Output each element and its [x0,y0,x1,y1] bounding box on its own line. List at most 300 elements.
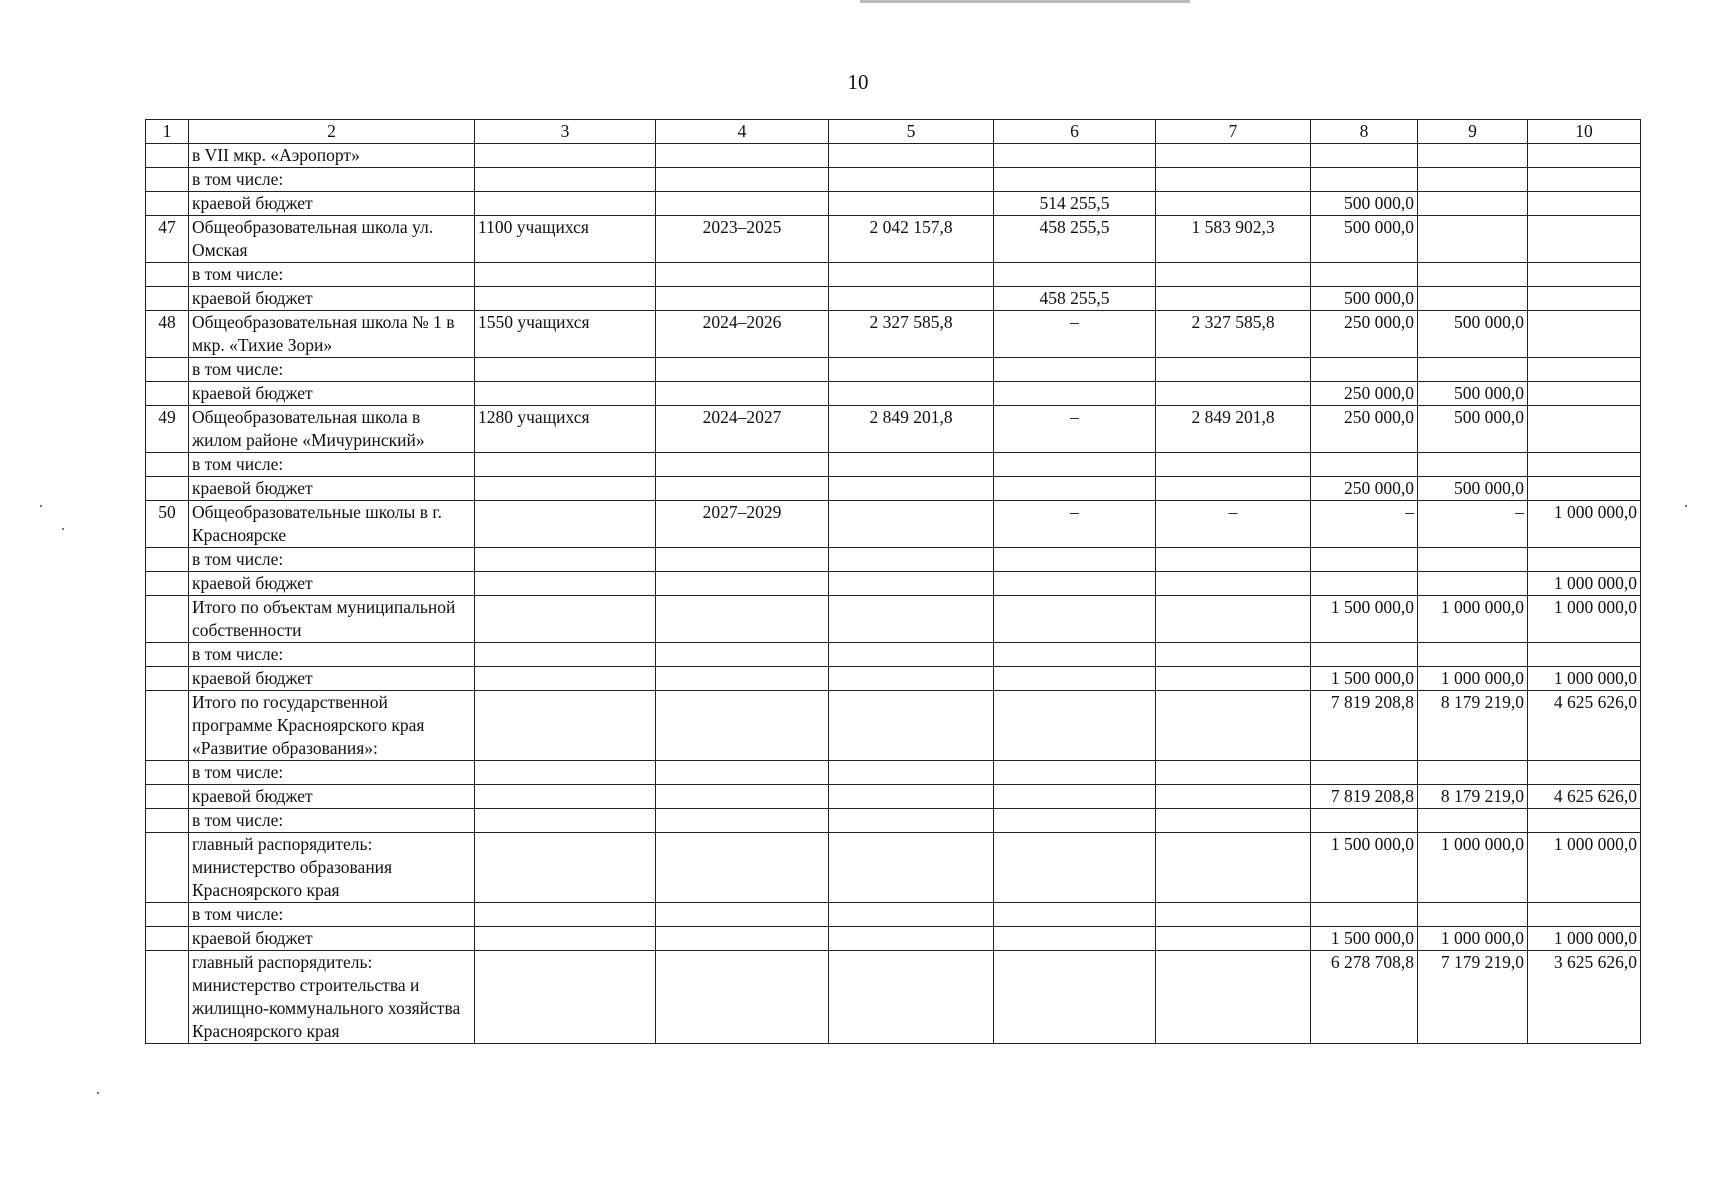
col10-value-cell [1528,406,1641,453]
col6-value-cell [994,144,1156,168]
table-row [146,311,1641,358]
estimated-cost-cell: 2 042 157,8 [829,216,994,263]
col7-value-cell [1156,833,1311,903]
period-cell [656,809,829,833]
col10-value-cell: 1 000 000,0 [1528,596,1641,643]
period-cell [656,263,829,287]
object-name-cell: Общеобразовательная школа ул. Омская [189,216,475,263]
col6-value-cell [994,667,1156,691]
col10-value-cell [1528,453,1641,477]
col8-value-cell: 500 000,0 [1311,287,1418,311]
row-number-cell [146,477,189,501]
column-header: 5 [829,120,994,144]
column-header: 4 [656,120,829,144]
row-number-cell [146,809,189,833]
col6-value-cell: 514 255,5 [994,192,1156,216]
col10-value-cell: 1 000 000,0 [1528,667,1641,691]
col8-value-cell: 1 500 000,0 [1311,596,1418,643]
col6-value-cell [994,691,1156,761]
col9-value-cell: – [1418,501,1528,548]
table-row [146,287,1641,311]
table-row [146,406,1641,453]
col9-value-cell [1418,809,1528,833]
col8-value-cell: 1 500 000,0 [1311,833,1418,903]
period-cell [656,667,829,691]
period-cell [656,144,829,168]
col9-value-cell: 1 000 000,0 [1418,833,1528,903]
object-name-cell: краевой бюджет [189,572,475,596]
table-row [146,358,1641,382]
col6-value-cell [994,477,1156,501]
period-cell [656,761,829,785]
row-number-cell [146,643,189,667]
column-header: 6 [994,120,1156,144]
col10-value-cell [1528,903,1641,927]
col7-value-cell [1156,287,1311,311]
col6-value-cell [994,785,1156,809]
col9-value-cell: 500 000,0 [1418,382,1528,406]
col6-value-cell [994,548,1156,572]
col6-value-cell [994,927,1156,951]
column-header: 8 [1311,120,1418,144]
capacity-cell [475,951,656,1044]
col6-value-cell [994,263,1156,287]
estimated-cost-cell [829,903,994,927]
estimated-cost-cell [829,691,994,761]
object-name-cell: в том числе: [189,761,475,785]
col9-value-cell [1418,903,1528,927]
estimated-cost-cell [829,833,994,903]
row-number-cell [146,144,189,168]
col6-value-cell [994,572,1156,596]
period-cell [656,287,829,311]
period-cell: 2024–2027 [656,406,829,453]
table-row [146,168,1641,192]
col10-value-cell [1528,311,1641,358]
period-cell [656,833,829,903]
capacity-cell [475,263,656,287]
object-name-cell: Общеобразовательные школы в г. Красноярске [189,501,475,548]
col8-value-cell [1311,358,1418,382]
estimated-cost-cell [829,382,994,406]
col8-value-cell [1311,572,1418,596]
period-cell [656,596,829,643]
col8-value-cell: 7 819 208,8 [1311,785,1418,809]
table-row [146,903,1641,927]
estimated-cost-cell: 2 327 585,8 [829,311,994,358]
col8-value-cell [1311,903,1418,927]
col9-value-cell [1418,572,1528,596]
col8-value-cell: – [1311,501,1418,548]
capacity-cell [475,192,656,216]
capacity-cell: 1280 учащихся [475,406,656,453]
col9-value-cell [1418,287,1528,311]
col9-value-cell: 8 179 219,0 [1418,785,1528,809]
period-cell: 2023–2025 [656,216,829,263]
table-row [146,667,1641,691]
capacity-cell [475,785,656,809]
col7-value-cell [1156,927,1311,951]
col8-value-cell: 250 000,0 [1311,382,1418,406]
col10-value-cell [1528,761,1641,785]
object-name-cell: краевой бюджет [189,192,475,216]
estimated-cost-cell [829,287,994,311]
capacity-cell [475,927,656,951]
object-name-cell: в VII мкр. «Аэропорт» [189,144,475,168]
row-number-cell [146,192,189,216]
col7-value-cell: 2 849 201,8 [1156,406,1311,453]
col6-value-cell [994,643,1156,667]
table-row [146,144,1641,168]
col9-value-cell: 500 000,0 [1418,477,1528,501]
col8-value-cell [1311,809,1418,833]
col8-value-cell [1311,263,1418,287]
object-name-cell: Итого по государственной программе Красноярского края «Развитие образования»: [189,691,475,761]
object-name-cell: краевой бюджет [189,927,475,951]
col8-value-cell [1311,761,1418,785]
period-cell: 2027–2029 [656,501,829,548]
col8-value-cell: 250 000,0 [1311,477,1418,501]
capacity-cell [475,168,656,192]
period-cell [656,785,829,809]
object-name-cell: в том числе: [189,809,475,833]
capacity-cell [475,287,656,311]
col7-value-cell [1156,453,1311,477]
row-number-cell [146,785,189,809]
estimated-cost-cell: 2 849 201,8 [829,406,994,453]
capacity-cell [475,477,656,501]
table-row [146,501,1641,548]
col7-value-cell [1156,358,1311,382]
capacity-cell [475,548,656,572]
table-row [146,382,1641,406]
object-name-cell: Общеобразовательная школа № 1 в мкр. «Тихие Зори» [189,311,475,358]
col7-value-cell [1156,548,1311,572]
col7-value-cell [1156,903,1311,927]
object-name-cell: в том числе: [189,263,475,287]
col6-value-cell: 458 255,5 [994,216,1156,263]
scan-artifact [860,0,1190,3]
period-cell [656,927,829,951]
col10-value-cell [1528,216,1641,263]
col6-value-cell: – [994,311,1156,358]
row-number-cell [146,358,189,382]
capacity-cell: 1550 учащихся [475,311,656,358]
row-number-cell [146,382,189,406]
capacity-cell [475,382,656,406]
table-row [146,643,1641,667]
col7-value-cell [1156,263,1311,287]
col10-value-cell [1528,287,1641,311]
capacity-cell [475,596,656,643]
col9-value-cell [1418,643,1528,667]
capacity-cell [475,833,656,903]
capacity-cell [475,691,656,761]
capacity-cell [475,453,656,477]
col6-value-cell: – [994,406,1156,453]
estimated-cost-cell [829,951,994,1044]
estimated-cost-cell [829,809,994,833]
col8-value-cell: 500 000,0 [1311,216,1418,263]
estimated-cost-cell [829,453,994,477]
scan-artifact [62,528,64,530]
row-number-cell [146,572,189,596]
estimated-cost-cell [829,596,994,643]
col6-value-cell: – [994,501,1156,548]
col8-value-cell [1311,453,1418,477]
estimated-cost-cell [829,785,994,809]
col10-value-cell [1528,548,1641,572]
table-row [146,216,1641,263]
col7-value-cell [1156,192,1311,216]
row-number-cell [146,168,189,192]
col8-value-cell: 250 000,0 [1311,406,1418,453]
row-number-cell: 47 [146,216,189,263]
col9-value-cell [1418,216,1528,263]
object-name-cell: краевой бюджет [189,477,475,501]
col7-value-cell [1156,382,1311,406]
object-name-cell: краевой бюджет [189,287,475,311]
estimated-cost-cell [829,477,994,501]
col7-value-cell [1156,643,1311,667]
object-name-cell: в том числе: [189,453,475,477]
object-name-cell: в том числе: [189,643,475,667]
col6-value-cell [994,761,1156,785]
capacity-cell [475,572,656,596]
col6-value-cell: 458 255,5 [994,287,1156,311]
estimated-cost-cell [829,168,994,192]
col10-value-cell [1528,192,1641,216]
row-number-cell: 49 [146,406,189,453]
estimated-cost-cell [829,927,994,951]
col8-value-cell: 1 500 000,0 [1311,667,1418,691]
col7-value-cell [1156,951,1311,1044]
page-number: 10 [847,70,869,94]
col9-value-cell: 1 000 000,0 [1418,927,1528,951]
col7-value-cell [1156,667,1311,691]
table-row [146,809,1641,833]
period-cell [656,903,829,927]
row-number-cell [146,691,189,761]
object-name-cell: краевой бюджет [189,785,475,809]
object-name-cell: Итого по объектам муниципальной собственности [189,596,475,643]
table-body [146,120,1641,1044]
object-name-cell: в том числе: [189,548,475,572]
col9-value-cell: 1 000 000,0 [1418,667,1528,691]
col7-value-cell [1156,477,1311,501]
estimated-cost-cell [829,667,994,691]
col7-value-cell [1156,596,1311,643]
col10-value-cell: 1 000 000,0 [1528,927,1641,951]
col6-value-cell [994,903,1156,927]
period-cell [656,192,829,216]
col6-value-cell [994,453,1156,477]
scan-artifact [1685,505,1687,507]
col9-value-cell: 7 179 219,0 [1418,951,1528,1044]
col6-value-cell [994,358,1156,382]
col9-value-cell: 1 000 000,0 [1418,596,1528,643]
period-cell [656,548,829,572]
col10-value-cell: 1 000 000,0 [1528,501,1641,548]
column-header: 2 [189,120,475,144]
table-row [146,477,1641,501]
col8-value-cell: 250 000,0 [1311,311,1418,358]
capacity-cell: 1100 учащихся [475,216,656,263]
capacity-cell [475,358,656,382]
table-row [146,263,1641,287]
object-name-cell: в том числе: [189,903,475,927]
capacity-cell [475,643,656,667]
object-name-cell: краевой бюджет [189,667,475,691]
col9-value-cell [1418,761,1528,785]
col6-value-cell [994,833,1156,903]
object-name-cell: главный распорядитель: министерство образования Красноярского края [189,833,475,903]
col7-value-cell: 1 583 902,3 [1156,216,1311,263]
estimated-cost-cell [829,144,994,168]
object-name-cell: в том числе: [189,358,475,382]
col6-value-cell [994,809,1156,833]
row-number-cell [146,927,189,951]
col8-value-cell: 6 278 708,8 [1311,951,1418,1044]
table-row [146,927,1641,951]
col9-value-cell: 8 179 219,0 [1418,691,1528,761]
scan-artifact [97,1092,99,1094]
col8-value-cell [1311,548,1418,572]
col9-value-cell [1418,548,1528,572]
row-number-cell [146,903,189,927]
row-number-cell [146,287,189,311]
col9-value-cell: 500 000,0 [1418,311,1528,358]
scan-artifact [40,505,42,507]
col7-value-cell: – [1156,501,1311,548]
object-name-cell: Общеобразовательная школа в жилом районе «Мичуринский» [189,406,475,453]
col10-value-cell [1528,643,1641,667]
period-cell [656,168,829,192]
table-row [146,596,1641,643]
table-row [146,572,1641,596]
col7-value-cell [1156,785,1311,809]
estimated-cost-cell [829,572,994,596]
col7-value-cell [1156,168,1311,192]
capacity-cell [475,761,656,785]
period-cell [656,358,829,382]
col6-value-cell [994,596,1156,643]
col10-value-cell [1528,144,1641,168]
row-number-cell [146,951,189,1044]
row-number-cell [146,761,189,785]
col10-value-cell [1528,168,1641,192]
column-header: 1 [146,120,189,144]
col8-value-cell: 500 000,0 [1311,192,1418,216]
period-cell [656,643,829,667]
capacity-cell [475,809,656,833]
column-number-header-row [146,120,1641,144]
col9-value-cell [1418,358,1528,382]
col10-value-cell: 1 000 000,0 [1528,833,1641,903]
object-name-cell: главный распорядитель: министерство строительства и жилищно-коммунального хозяйства Красноярского края [189,951,475,1044]
capacity-cell [475,501,656,548]
col8-value-cell [1311,144,1418,168]
object-name-cell: краевой бюджет [189,382,475,406]
col8-value-cell [1311,168,1418,192]
col10-value-cell: 3 625 626,0 [1528,951,1641,1044]
table-row [146,785,1641,809]
row-number-cell [146,833,189,903]
col9-value-cell [1418,453,1528,477]
period-cell [656,951,829,1044]
col8-value-cell: 7 819 208,8 [1311,691,1418,761]
table-row [146,548,1641,572]
col6-value-cell [994,951,1156,1044]
col7-value-cell [1156,691,1311,761]
capacity-cell [475,903,656,927]
budget-table [145,119,1641,1044]
col7-value-cell [1156,144,1311,168]
capacity-cell [475,667,656,691]
col9-value-cell: 500 000,0 [1418,406,1528,453]
col8-value-cell [1311,643,1418,667]
col7-value-cell [1156,761,1311,785]
estimated-cost-cell [829,548,994,572]
row-number-cell [146,453,189,477]
table-row [146,951,1641,1044]
table-row [146,192,1641,216]
estimated-cost-cell [829,761,994,785]
col6-value-cell [994,168,1156,192]
row-number-cell [146,667,189,691]
column-header: 9 [1418,120,1528,144]
col10-value-cell [1528,382,1641,406]
period-cell [656,572,829,596]
col10-value-cell [1528,477,1641,501]
table-row [146,691,1641,761]
col7-value-cell [1156,572,1311,596]
col10-value-cell [1528,358,1641,382]
col9-value-cell [1418,144,1528,168]
col10-value-cell [1528,263,1641,287]
col10-value-cell [1528,809,1641,833]
row-number-cell [146,596,189,643]
col7-value-cell [1156,809,1311,833]
table-row [146,453,1641,477]
row-number-cell: 50 [146,501,189,548]
column-header: 10 [1528,120,1641,144]
column-header: 3 [475,120,656,144]
row-number-cell [146,263,189,287]
col10-value-cell: 1 000 000,0 [1528,572,1641,596]
col6-value-cell [994,382,1156,406]
col7-value-cell: 2 327 585,8 [1156,311,1311,358]
period-cell [656,382,829,406]
estimated-cost-cell [829,643,994,667]
estimated-cost-cell [829,263,994,287]
row-number-cell: 48 [146,311,189,358]
object-name-cell: в том числе: [189,168,475,192]
estimated-cost-cell [829,501,994,548]
col9-value-cell [1418,263,1528,287]
capacity-cell [475,144,656,168]
table-row [146,761,1641,785]
table-row [146,833,1641,903]
col9-value-cell [1418,168,1528,192]
estimated-cost-cell [829,358,994,382]
period-cell [656,477,829,501]
col10-value-cell: 4 625 626,0 [1528,691,1641,761]
col9-value-cell [1418,192,1528,216]
estimated-cost-cell [829,192,994,216]
period-cell [656,453,829,477]
col8-value-cell: 1 500 000,0 [1311,927,1418,951]
